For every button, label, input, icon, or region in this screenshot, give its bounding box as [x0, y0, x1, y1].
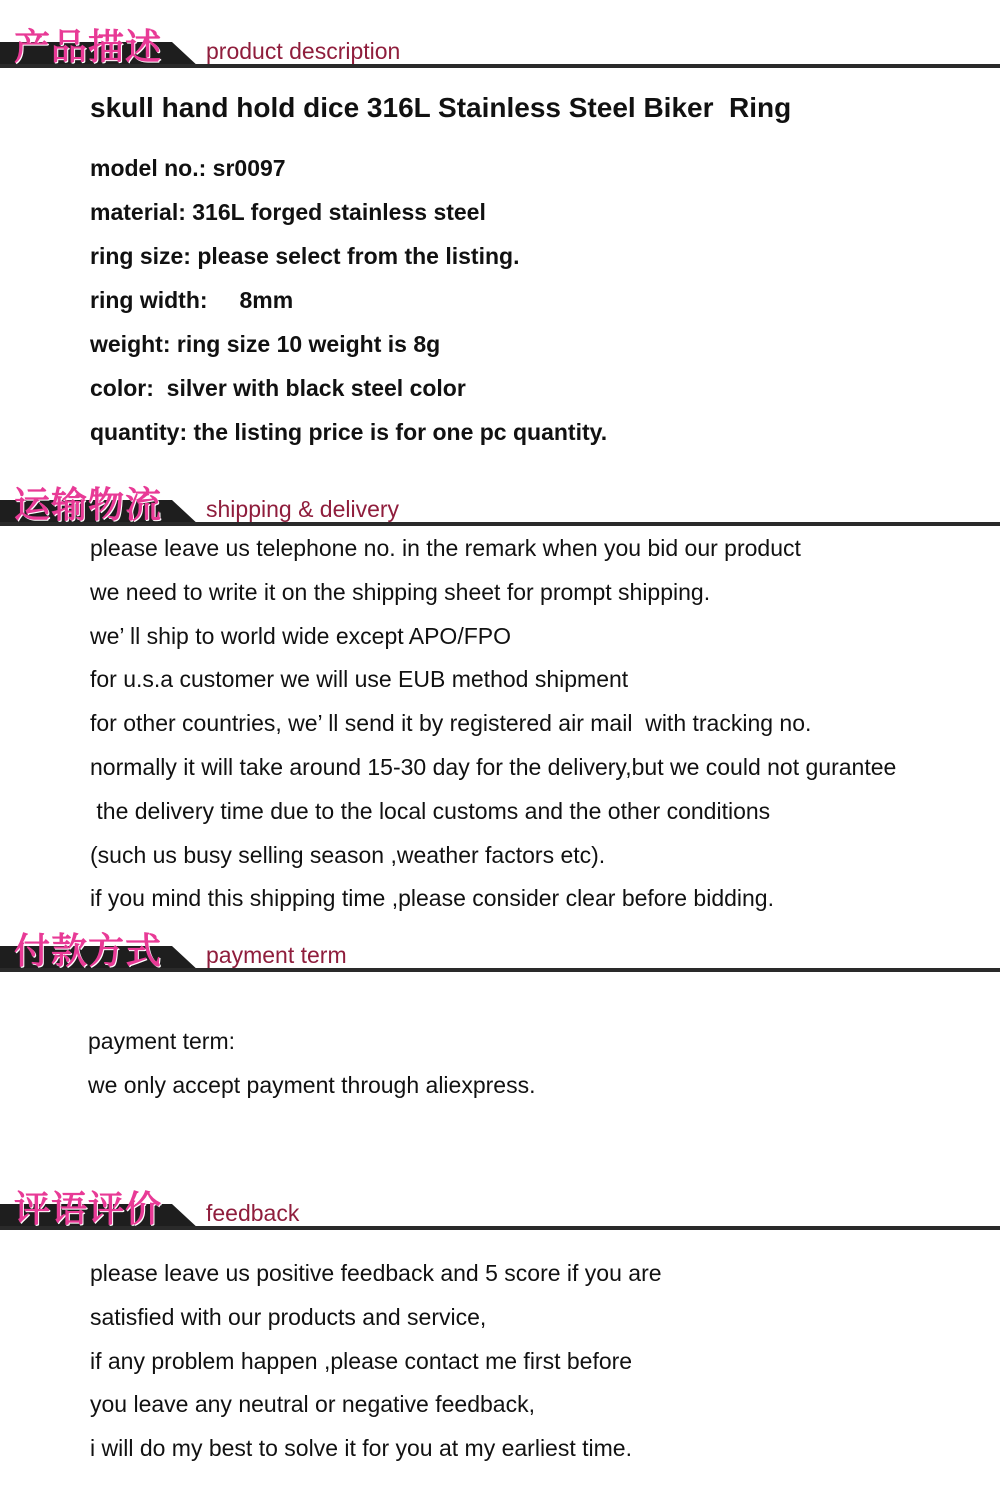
- spec-line: material: 316L forged stainless steel: [90, 199, 486, 225]
- header-chinese-title: 产品描述: [14, 27, 163, 68]
- shipping-line: (such us busy selling season ,weather factors etc).: [90, 841, 606, 868]
- shipping-line: for u.s.a customer we will use EUB method shipment: [90, 666, 629, 693]
- product-title: skull hand hold dice 316L Stainless Steel Biker Ring: [90, 92, 792, 123]
- feedback-line: satisfied with our products and service,: [90, 1303, 487, 1330]
- section-header-feedback: [0, 1186, 1000, 1230]
- spec-line: quantity: the listing price is for one pc quantity.: [90, 419, 608, 445]
- header-english-title: feedback: [206, 1200, 300, 1226]
- shipping-line: if you mind this shipping time ,please consider clear before bidding.: [90, 885, 774, 912]
- section-header-payment: [0, 928, 1000, 972]
- shipping-line: normally it will take around 15-30 day for the delivery,but we could not gurantee: [90, 753, 897, 780]
- spec-line: model no.: sr0097: [90, 155, 286, 181]
- header-chinese-title: 付款方式: [14, 931, 163, 972]
- feedback-text: [90, 1258, 980, 1477]
- section-header-description: [0, 24, 1000, 68]
- header-english-title: product description: [206, 38, 401, 64]
- shipping-line: for other countries, we’ ll send it by registered air mail with tracking no.: [90, 710, 812, 737]
- shipping-line: the delivery time due to the local customs and the other conditions: [90, 797, 771, 824]
- shipping-line: we need to write it on the shipping sheet for prompt shipping.: [90, 578, 711, 605]
- feedback-line: if any problem happen ,please contact me first before: [90, 1347, 633, 1374]
- header-chinese-title: 运输物流: [14, 485, 163, 526]
- payment-line: we only accept payment through aliexpress.: [88, 1071, 536, 1098]
- spec-line: weight: ring size 10 weight is 8g: [90, 331, 441, 357]
- shipping-text: [90, 533, 980, 927]
- product-specs: [90, 153, 980, 461]
- spec-line: ring size: please select from the listing.: [90, 243, 520, 269]
- header-english-title: shipping & delivery: [206, 496, 400, 522]
- header-english-title: payment term: [206, 942, 347, 968]
- payment-line: payment term:: [88, 1028, 235, 1054]
- feedback-line: you leave any neutral or negative feedback,: [90, 1391, 535, 1418]
- section-header-shipping: [0, 482, 1000, 526]
- shipping-line: please leave us telephone no. in the remark when you bid our product: [90, 535, 801, 561]
- header-chinese-title: 评语评价: [14, 1189, 163, 1230]
- spec-line: ring width: 8mm: [90, 287, 294, 313]
- feedback-line: please leave us positive feedback and 5 score if you are: [90, 1260, 662, 1286]
- shipping-line: we’ ll ship to world wide except APO/FPO: [90, 622, 511, 649]
- feedback-line: i will do my best to solve it for you at my earliest time.: [90, 1435, 632, 1462]
- spec-line: color: silver with black steel color: [90, 375, 466, 401]
- payment-text: [88, 1026, 980, 1114]
